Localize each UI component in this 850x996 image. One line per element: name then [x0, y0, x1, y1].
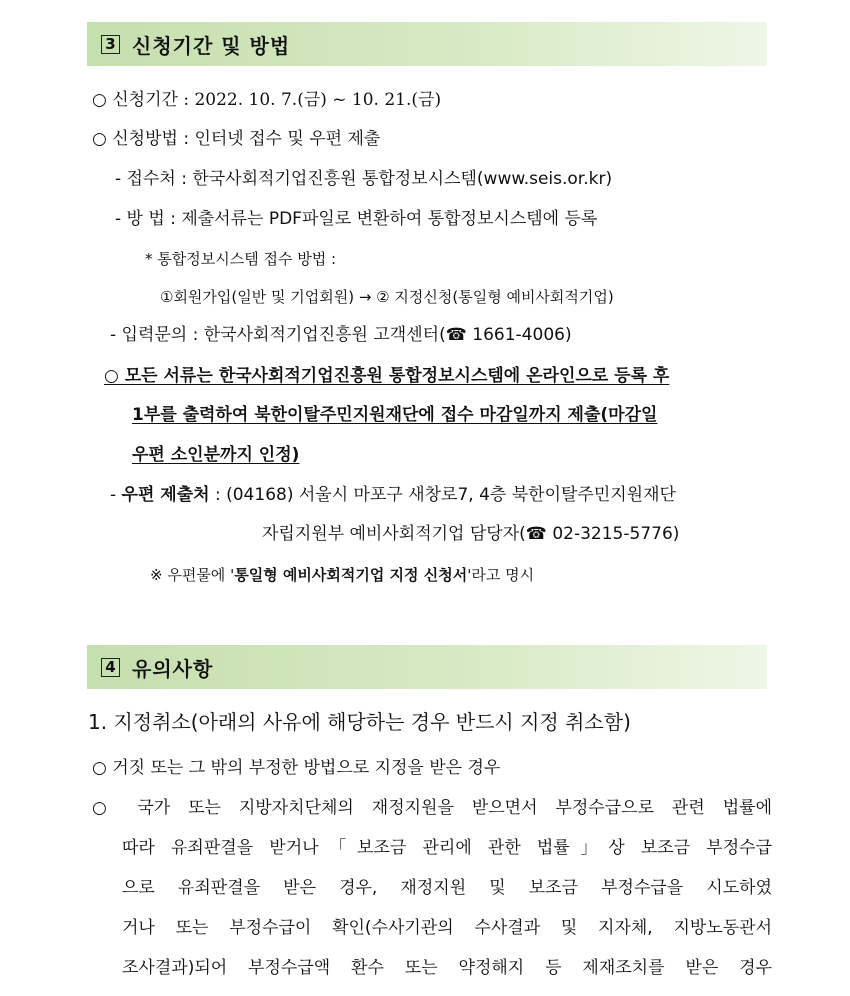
- notice-line-1: ○ 모든 서류는 한국사회적기업진흥원 통합정보시스템에 온라인으로 등록 후: [104, 366, 670, 386]
- mail-address-1: : (04168) 서울시 마포구 새창로7, 4층 북한이탈주민지원재단: [209, 485, 676, 505]
- mail-address-2: 자립지원부 예비사회적기업 담당자(☎ 02-3215-5776): [262, 524, 680, 544]
- mail-note-bold: 통일형 예비사회적기업 지정 신청서: [234, 566, 468, 584]
- inquiry-contact: - 입력문의 : 한국사회적기업진흥원 고객센터(☎ 1661-4006): [110, 325, 572, 345]
- section-4-title: 유의사항: [132, 656, 214, 681]
- section-3-header: [87, 22, 767, 66]
- mail-dash: -: [110, 485, 122, 505]
- cancellation-bullet-2-line-1: ○ 국가 또는 지방자치단체의 재정지원을 받으면서 부정수급으로 관련 법률에: [92, 798, 772, 818]
- application-period: ○ 신청기간 : 2022. 10. 7.(금) ~ 10. 21.(금): [92, 90, 442, 110]
- mail-note: [150, 563, 534, 587]
- section-4-header: [87, 645, 767, 689]
- section-4-number: 4: [101, 658, 120, 677]
- cancellation-bullet-2-line-4: 거나 또는 부정수급이 확인(수사기관의 수사결과 및 지자체, 지방노동관서: [122, 918, 772, 938]
- cancellation-bullet-2-line-5: 조사결과)되어 부정수급액 환수 또는 약정해지 등 제재조치를 받은 경우: [122, 958, 772, 978]
- mail-note-post: '라고 명시: [467, 566, 535, 584]
- cancellation-heading: 1. 지정취소(아래의 사유에 해당하는 경우 반드시 지정 취소함): [88, 710, 631, 734]
- cancellation-bullet-1: ○ 거짓 또는 그 밖의 부정한 방법으로 지정을 받은 경우: [92, 758, 501, 778]
- mail-submission: [110, 483, 676, 507]
- mail-note-pre: ※ 우편물에 ': [150, 566, 235, 584]
- cancellation-bullet-2-line-2: 따라 유죄판결을 받거나「보조금 관리에 관한 법률」상 보조금 부정수급: [122, 838, 772, 858]
- how-to-title: * 통합정보시스템 접수 방법 :: [145, 250, 337, 268]
- section-3-title: 신청기간 및 방법: [132, 33, 291, 58]
- mail-label: 우편 제출처: [121, 485, 210, 505]
- section-3-number: 3: [101, 35, 120, 54]
- how-to-steps: ①회원가입(일반 및 기업회원) → ② 지정신청(통일형 예비사회적기업): [160, 288, 614, 306]
- notice-line-3: 우편 소인분까지 인정): [132, 445, 300, 465]
- application-method: ○ 신청방법 : 인터넷 접수 및 우편 제출: [92, 129, 381, 149]
- method-detail: - 방 법 : 제출서류는 PDF파일로 변환하여 통합정보시스템에 등록: [115, 209, 598, 229]
- notice-line-2: 1부를 출력하여 북한이탈주민지원재단에 접수 마감일까지 제출(마감일: [132, 405, 658, 425]
- reception-place: - 접수처 : 한국사회적기업진흥원 통합정보시스템(www.seis.or.kr): [115, 169, 613, 189]
- cancellation-bullet-2-line-3: 으로 유죄판결을 받은 경우, 재정지원 및 보조금 부정수급을 시도하였: [122, 878, 772, 898]
